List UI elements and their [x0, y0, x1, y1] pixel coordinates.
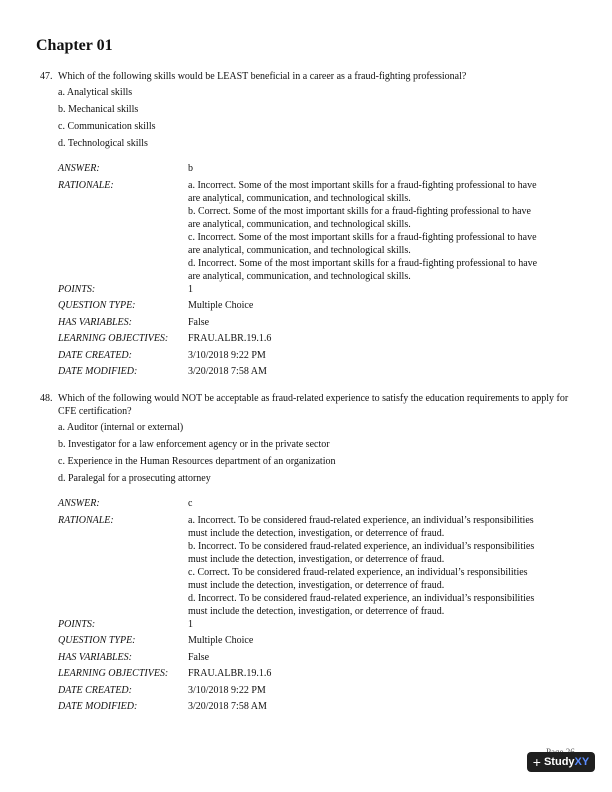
option-d: d. Technological skills — [58, 138, 148, 149]
has-variables-label: HAS VARIABLES: — [58, 316, 132, 328]
date-modified-label: DATE MODIFIED: — [58, 366, 138, 377]
question-type-value: Multiple Choice — [188, 300, 254, 311]
options-list — [58, 86, 588, 154]
answer-value: b — [188, 163, 193, 174]
option-b: b. Investigator for a law enforcement agency or in the private sector — [58, 439, 330, 450]
rationale-line: d. Incorrect. Some of the most important skills for a fraud-fighting professional to have — [188, 257, 538, 269]
rationale-row — [58, 179, 588, 283]
question-type-row — [58, 634, 588, 651]
rationale-line: are analytical, communication, and technological skills. — [188, 192, 411, 204]
rationale-text — [188, 179, 588, 283]
question-type-value: Multiple Choice — [188, 635, 254, 646]
rationale-label: RATIONALE: — [58, 179, 114, 191]
points-value: 1 — [188, 283, 193, 295]
chapter-title: Chapter 01 — [36, 37, 113, 54]
plus-icon: + — [532, 754, 541, 770]
date-modified-value: 3/20/2018 7:58 AM — [188, 366, 267, 377]
date-created-value: 3/10/2018 9:22 PM — [188, 349, 266, 361]
points-row — [58, 618, 588, 635]
rationale-label: RATIONALE: — [58, 514, 114, 526]
rationale-line: c. Correct. To be considered fraud-related experience, an individual’s responsibilities — [188, 566, 528, 578]
rationale-text — [188, 514, 588, 618]
has-variables-row — [58, 651, 588, 668]
date-modified-row — [58, 365, 588, 382]
option-b: b. Mechanical skills — [58, 104, 139, 115]
answer-row — [58, 162, 588, 179]
has-variables-value: False — [188, 651, 210, 663]
date-created-row — [58, 684, 588, 701]
question-text: Which of the following would NOT be acceptable as fraud-related experience to satisfy the education requirements to apply for CFE certification? — [58, 393, 569, 417]
rationale-line: must include the detection, investigation, or deterrence of fraud. — [188, 605, 445, 617]
rationale-line: are analytical, communication, and technological skills. — [188, 218, 411, 230]
question-number: 48. — [40, 393, 53, 404]
date-modified-label: DATE MODIFIED: — [58, 701, 138, 712]
question-type-row — [58, 299, 588, 316]
option-a: a. Analytical skills — [58, 87, 133, 98]
question-47 — [40, 70, 588, 382]
option-c: c. Experience in the Human Resources department of an organization — [58, 456, 336, 467]
brand-text: StudyXY — [543, 756, 590, 768]
date-created-value: 3/10/2018 9:22 PM — [188, 684, 266, 696]
rationale-line: b. Correct. Some of the most important skills for a fraud-fighting professional to have — [188, 205, 531, 217]
has-variables-label: HAS VARIABLES: — [58, 651, 132, 663]
has-variables-row — [58, 316, 588, 333]
question-metadata — [58, 162, 588, 382]
question-text: Which of the following skills would be LEAST beneficial in a career as a fraud-fighting professional? — [58, 71, 467, 82]
learning-objectives-value: FRAU.ALBR.19.1.6 — [188, 668, 272, 679]
question-48 — [40, 392, 588, 717]
question-number: 47. — [40, 71, 53, 82]
option-c: c. Communication skills — [58, 121, 156, 132]
date-created-label: DATE CREATED: — [58, 684, 132, 696]
points-label: POINTS: — [58, 283, 96, 295]
points-row — [58, 283, 588, 300]
date-created-row — [58, 349, 588, 366]
rationale-line: must include the detection, investigation, or deterrence of fraud. — [188, 527, 445, 539]
learning-objectives-row — [58, 667, 588, 684]
question-type-label: QUESTION TYPE: — [58, 300, 136, 311]
has-variables-value: False — [188, 316, 210, 328]
rationale-line: are analytical, communication, and technological skills. — [188, 244, 411, 256]
option-a: a. Auditor (internal or external) — [58, 422, 184, 433]
points-value: 1 — [188, 618, 193, 630]
rationale-row — [58, 514, 588, 618]
question-stem — [40, 392, 588, 418]
rationale-line: a. Incorrect. Some of the most important skills for a fraud-fighting professional to have — [188, 179, 537, 191]
rationale-line: a. Incorrect. To be considered fraud-related experience, an individual’s responsibilities — [188, 514, 534, 526]
question-metadata — [58, 497, 588, 717]
answer-row — [58, 497, 588, 514]
answer-value: c — [188, 498, 193, 509]
rationale-line: d. Incorrect. To be considered fraud-related experience, an individual’s responsibilities — [188, 592, 535, 604]
learning-objectives-label: LEARNING OBJECTIVES: — [58, 333, 169, 344]
rationale-line: are analytical, communication, and technological skills. — [188, 270, 411, 282]
learning-objectives-value: FRAU.ALBR.19.1.6 — [188, 333, 272, 344]
rationale-line: must include the detection, investigation, or deterrence of fraud. — [188, 579, 445, 591]
rationale-line: must include the detection, investigation, or deterrence of fraud. — [188, 553, 445, 565]
rationale-line: b. Incorrect. To be considered fraud-related experience, an individual’s responsibilities — [188, 540, 535, 552]
date-created-label: DATE CREATED: — [58, 349, 132, 361]
question-stem — [40, 70, 588, 83]
rationale-line: c. Incorrect. Some of the most important skills for a fraud-fighting professional to have — [188, 231, 537, 243]
points-label: POINTS: — [58, 618, 96, 630]
answer-label: ANSWER: — [58, 498, 100, 509]
learning-objectives-label: LEARNING OBJECTIVES: — [58, 668, 169, 679]
date-modified-value: 3/20/2018 7:58 AM — [188, 701, 267, 712]
question-type-label: QUESTION TYPE: — [58, 635, 136, 646]
option-d: d. Paralegal for a prosecuting attorney — [58, 473, 211, 484]
options-list — [58, 421, 588, 489]
answer-label: ANSWER: — [58, 163, 100, 174]
learning-objectives-row — [58, 332, 588, 349]
studyxy-badge[interactable] — [527, 752, 595, 772]
date-modified-row — [58, 700, 588, 717]
